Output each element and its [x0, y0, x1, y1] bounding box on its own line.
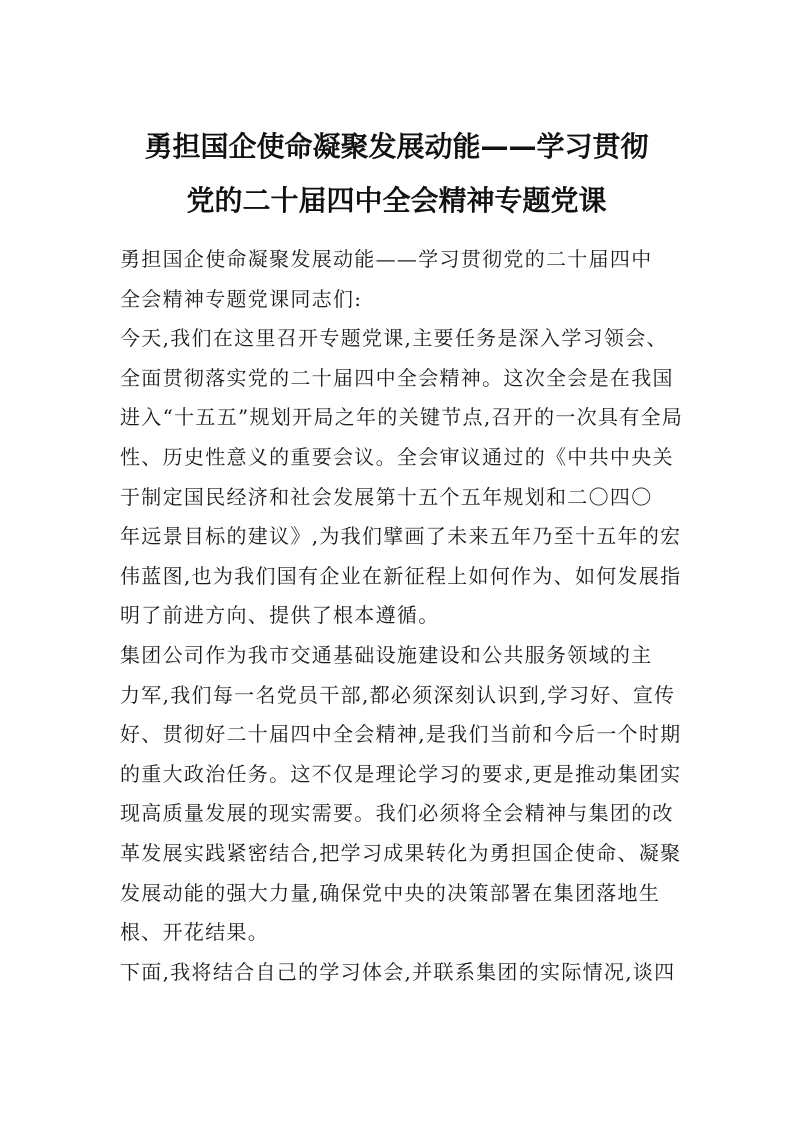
body-line: 明了前进方向、提供了根本遵循。: [120, 603, 440, 628]
body-line: 于制定国民经济和社会发展第十五个五年规划和二〇四〇: [120, 484, 653, 509]
body-line: 下面,我将结合自己的学习体会,并联系集团的实际情况,谈四: [120, 959, 676, 984]
body-line: 现高质量发展的现实需要。我们必须将全会精神与集团的改: [120, 801, 674, 826]
body-line: 力军,我们每一名党员干部,都必须深刻认识到,学习好、宣传: [120, 682, 676, 707]
title-line: 勇担国企使命凝聚发展动能——学习贯彻: [144, 130, 649, 163]
body-line: 勇担国企使命凝聚发展动能——学习贯彻党的二十届四中: [120, 247, 653, 271]
body-line: 全会精神专题党课同志们:: [120, 286, 363, 311]
body-line: 年远景目标的建议》,为我们擘画了未来五年乃至十五年的宏: [120, 524, 682, 549]
body-line: 的重大政治任务。这不仅是理论学习的要求,更是推动集团实: [120, 761, 682, 786]
body-line: 根、开花结果。: [120, 920, 270, 945]
body-line: 性、历史性意义的重要会议。全会审议通过的《中共中央关: [120, 444, 674, 469]
body-line: 今天,我们在这里召开专题党课,主要任务是深入学习领会、: [120, 326, 668, 351]
title-line: 党的二十届四中全会精神专题党课: [186, 184, 607, 217]
body-line: 好、贯彻好二十届四中全会精神,是我们当前和今后一个时期: [120, 722, 682, 747]
body-line: 伟蓝图,也为我们国有企业在新征程上如何作为、如何发展指: [120, 563, 682, 588]
body-line: 集团公司作为我市交通基础设施建设和公共服务领域的主: [120, 642, 653, 667]
body-line: 发展动能的强大力量,确保党中央的决策部署在集团落地生: [120, 880, 661, 905]
body-line: 革发展实践紧密结合,把学习成果转化为勇担国企使命、凝聚: [120, 840, 682, 865]
document-body: [120, 240, 684, 992]
document-title: [100, 120, 693, 228]
body-line: 全面贯彻落实党的二十届四中全会精神。这次全会是在我国: [120, 365, 674, 390]
body-line: 进入“十五五”规划开局之年的关键节点,召开的一次具有全局: [120, 405, 684, 430]
